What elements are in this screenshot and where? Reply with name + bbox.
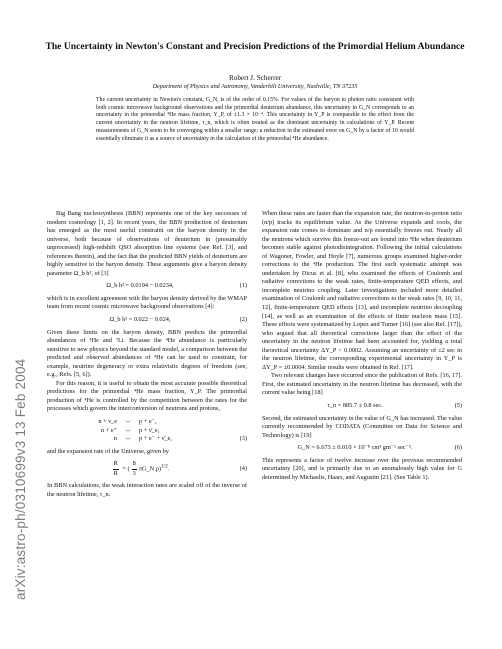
reaction-lhs: n + e⁺ (101, 426, 117, 434)
right-column (262, 210, 462, 482)
reaction-number (233, 418, 247, 427)
arxiv-sidebar (6, 200, 28, 600)
equation-4-rest: πG_N ρ) (138, 465, 162, 473)
paragraph-helium: Given these limits on the baryon density, BBN predicts the primordial abundances of ⁴He and ⁷Li. Because the ⁴He abundance is particularly sensitive to new physics beyond the standard model, a comparison between the predicted and observed abundances of ⁴He can be used to constrain, for example, neutrino degeneracy or extra relativistic degrees of freedom (see, e.g., Refs. [5, 6]). (47, 328, 247, 379)
equation-4-lhs-denominator: R (113, 469, 118, 477)
author-affiliation: Department of Physics and Astronomy, Vanderbilt University, Nashville, TN 37235 (152, 83, 358, 90)
reaction-row (47, 435, 247, 444)
author-name: Robert J. Scherrer (228, 74, 282, 82)
paper-title: The Uncertainty in Newton's Constant and Precision Predictions of the Primordial Helium Abundance (45, 41, 465, 52)
reaction-row (47, 418, 247, 427)
equation-3-number: (3) (239, 435, 247, 443)
equation-4-end: . (167, 465, 170, 473)
paragraph-freezeout: When these rates are faster than the expansion rate, the neutron-to-proton ratio (n/p) tracks its equilibrium value. As the Universe expands and cools, the expansion rate comes to dominate and n/p essentially freezes out. Nearly all the neutrons which survive this freeze-out are bound into ⁴He when deuterium becomes stable against photodisintegration. Following the initial calculations of Wagoner, Fowler, and Hoyle [7], numerous groups examined higher-order corrections to the ⁴He production. The first such systematic attempt was undertaken by Dicus et al. [8], who examined the effects of Coulomb and radiative corrections to the weak rates, finite-temperature QED effects, and incomplete neutrino coupling. Later investigations included more detailed examination of Coulomb and radiative corrections to the weak rates [9, 10, 11, 12], finite-temperature QED effects [13], and incomplete neutrino decoupling [14], as well as an examination of the effects of finite nucleon mass [15]. These effects were systematized by Lopez and Turner [16] (see also Ref. [17]), who argued that all theoretical corrections larger than the effect of the uncertainty in the neutron lifetime had been accounted for, yielding a total theoretical uncertainty ΔY_P < 0.0002. Assuming an uncertainty of ±2 sec in the neutron lifetime, the corresponding experimental uncertainty in Y_P is ΔY_P = ±0.0004. Similar results were obtained in Ref. [17]. (262, 210, 462, 371)
equation-5-number: (5) (454, 402, 462, 410)
equation-5 (262, 402, 462, 411)
paragraph-mass-fraction: For this reason, it is useful to obtain the most accurate possible theoretical predictions for the primordial ⁴He mass fraction, Y_P. The primordial production of ⁴He is controlled by the competition between the rates for the processes which govern the interconversion of neutrons and protons, (47, 379, 247, 413)
equation-4-lhs-numerator: Ṙ (113, 460, 119, 470)
paragraph-weak-rates: In BBN calculations, the weak interaction rates are scaled off of the inverse of the neutron lifetime, τ_n. (47, 482, 247, 498)
paragraph-expansion: and the expansion rate of the Universe, given by (47, 447, 169, 455)
equation-4-lhs (113, 460, 119, 478)
equation-4-fraction (132, 460, 137, 478)
reaction-row (47, 427, 247, 436)
equation-6 (262, 444, 462, 453)
left-column (47, 210, 247, 499)
equation-6-number: (6) (454, 444, 462, 452)
equation-6-body: G_N = 6.673 ± 0.010 × 10⁻⁸ cm³ gm⁻¹ sec⁻². (297, 444, 413, 452)
equation-4-equals: = ( (120, 465, 130, 473)
equation-2-number: (2) (239, 316, 247, 324)
reaction-lhs: n (113, 435, 117, 443)
reaction-rhs: p + ν̄_e, (139, 426, 160, 434)
equation-2-body: Ω_b h² = 0.022 − 0.024, (109, 316, 171, 324)
equation-1-number: (1) (239, 282, 247, 290)
reaction-arrow: ↔ (124, 426, 132, 434)
paragraph-factor-twelve: This represents a factor of twelve increase over the previous recommended uncertainty [20], and is primarily due to an anomalously high value for G determined by Michaelis, Haars, and Augustin [21]. (See Table 1). (262, 456, 462, 481)
paragraph-changes: Two relevant changes have occurred since the publication of Refs. [16, 17]. First, the estimated uncertainty in the neutron lifetime has decreased, with the current value being [18] (262, 372, 462, 397)
reaction-arrow: ↔ (124, 435, 132, 443)
equation-1 (47, 282, 247, 291)
equation-4-exponent: 1/2 (161, 463, 168, 470)
equation-4-number: (4) (239, 464, 247, 472)
reaction-list (47, 418, 247, 444)
reaction-number (233, 427, 247, 436)
equation-4-fraction-denominator: 3 (132, 469, 136, 477)
reaction-rhs: p + e⁻ + ν̄_e, (139, 435, 173, 443)
abstract: The current uncertainty in Newton's constant, G_N, is of the order of 0.15%. For values of the baryon to photon ratio consistent with both cosmic microwave background observations and the primordial deuterium abundance, this uncertainty in G_N corresponds to an uncertainty in the primordial ⁴He mass fraction, Y_P, of ±1.3 × 10⁻⁴. This uncertainty in Y_P is comparable to the effect from the current uncertainty in the neutron lifetime, τ_n, which is often treated as the dominant uncertainty in calculations of Y_P. Recent measurements of G_N seem to be converging within a smaller range; a reduction in the estimated error on G_N by a factor of 10 would essentially eliminate it as a source of uncertainty in the calculation of the primordial ⁴He abundance. (96, 97, 414, 142)
paragraph-intro: Big Bang nucleosynthesis (BBN) represents one of the key successes of modern cosmology [1, 2]. In recent years, the BBN production of deuterium has emerged as the most useful constraint on the baryon density in the universe, both because of observations of deuterium in (presumably unprocessed) high-redshift QSO absorption line systems (see Ref. [3], and references therein), and the fact that the predicted BBN yields of deuterium are highly sensitive to the baryon density. These arguments give a baryon density parameter Ω_b h², of [3] (47, 210, 247, 277)
equation-1-body: Ω_b h² = 0.0194 − 0.0234, (106, 282, 174, 290)
reaction-arrow: ↔ (124, 418, 132, 426)
paragraph-wmap: which is in excellent agreement with the baryon density derived by the WMAP team from recent cosmic microwave background observations [4]: (47, 294, 247, 311)
equation-4-body (47, 460, 233, 478)
reaction-rhs: p + e⁻, (139, 418, 157, 426)
equation-4 (47, 460, 247, 478)
reaction-lhs: n + ν_e (98, 418, 117, 426)
arxiv-identifier: arXiv:astro-ph/0310699v3 13 Feb 2004 (13, 358, 28, 600)
equation-5-body: τ_n = 885.7 ± 0.8 sec. (327, 402, 383, 410)
paragraph-codata: Second, the estimated uncertainty in the value of G_N has increased. The value currently recommended by CODATA (Committee on Data for Science and Technology) is [19] (262, 414, 462, 439)
equation-2 (47, 316, 247, 325)
equation-4-fraction-numerator: 8 (132, 460, 137, 470)
